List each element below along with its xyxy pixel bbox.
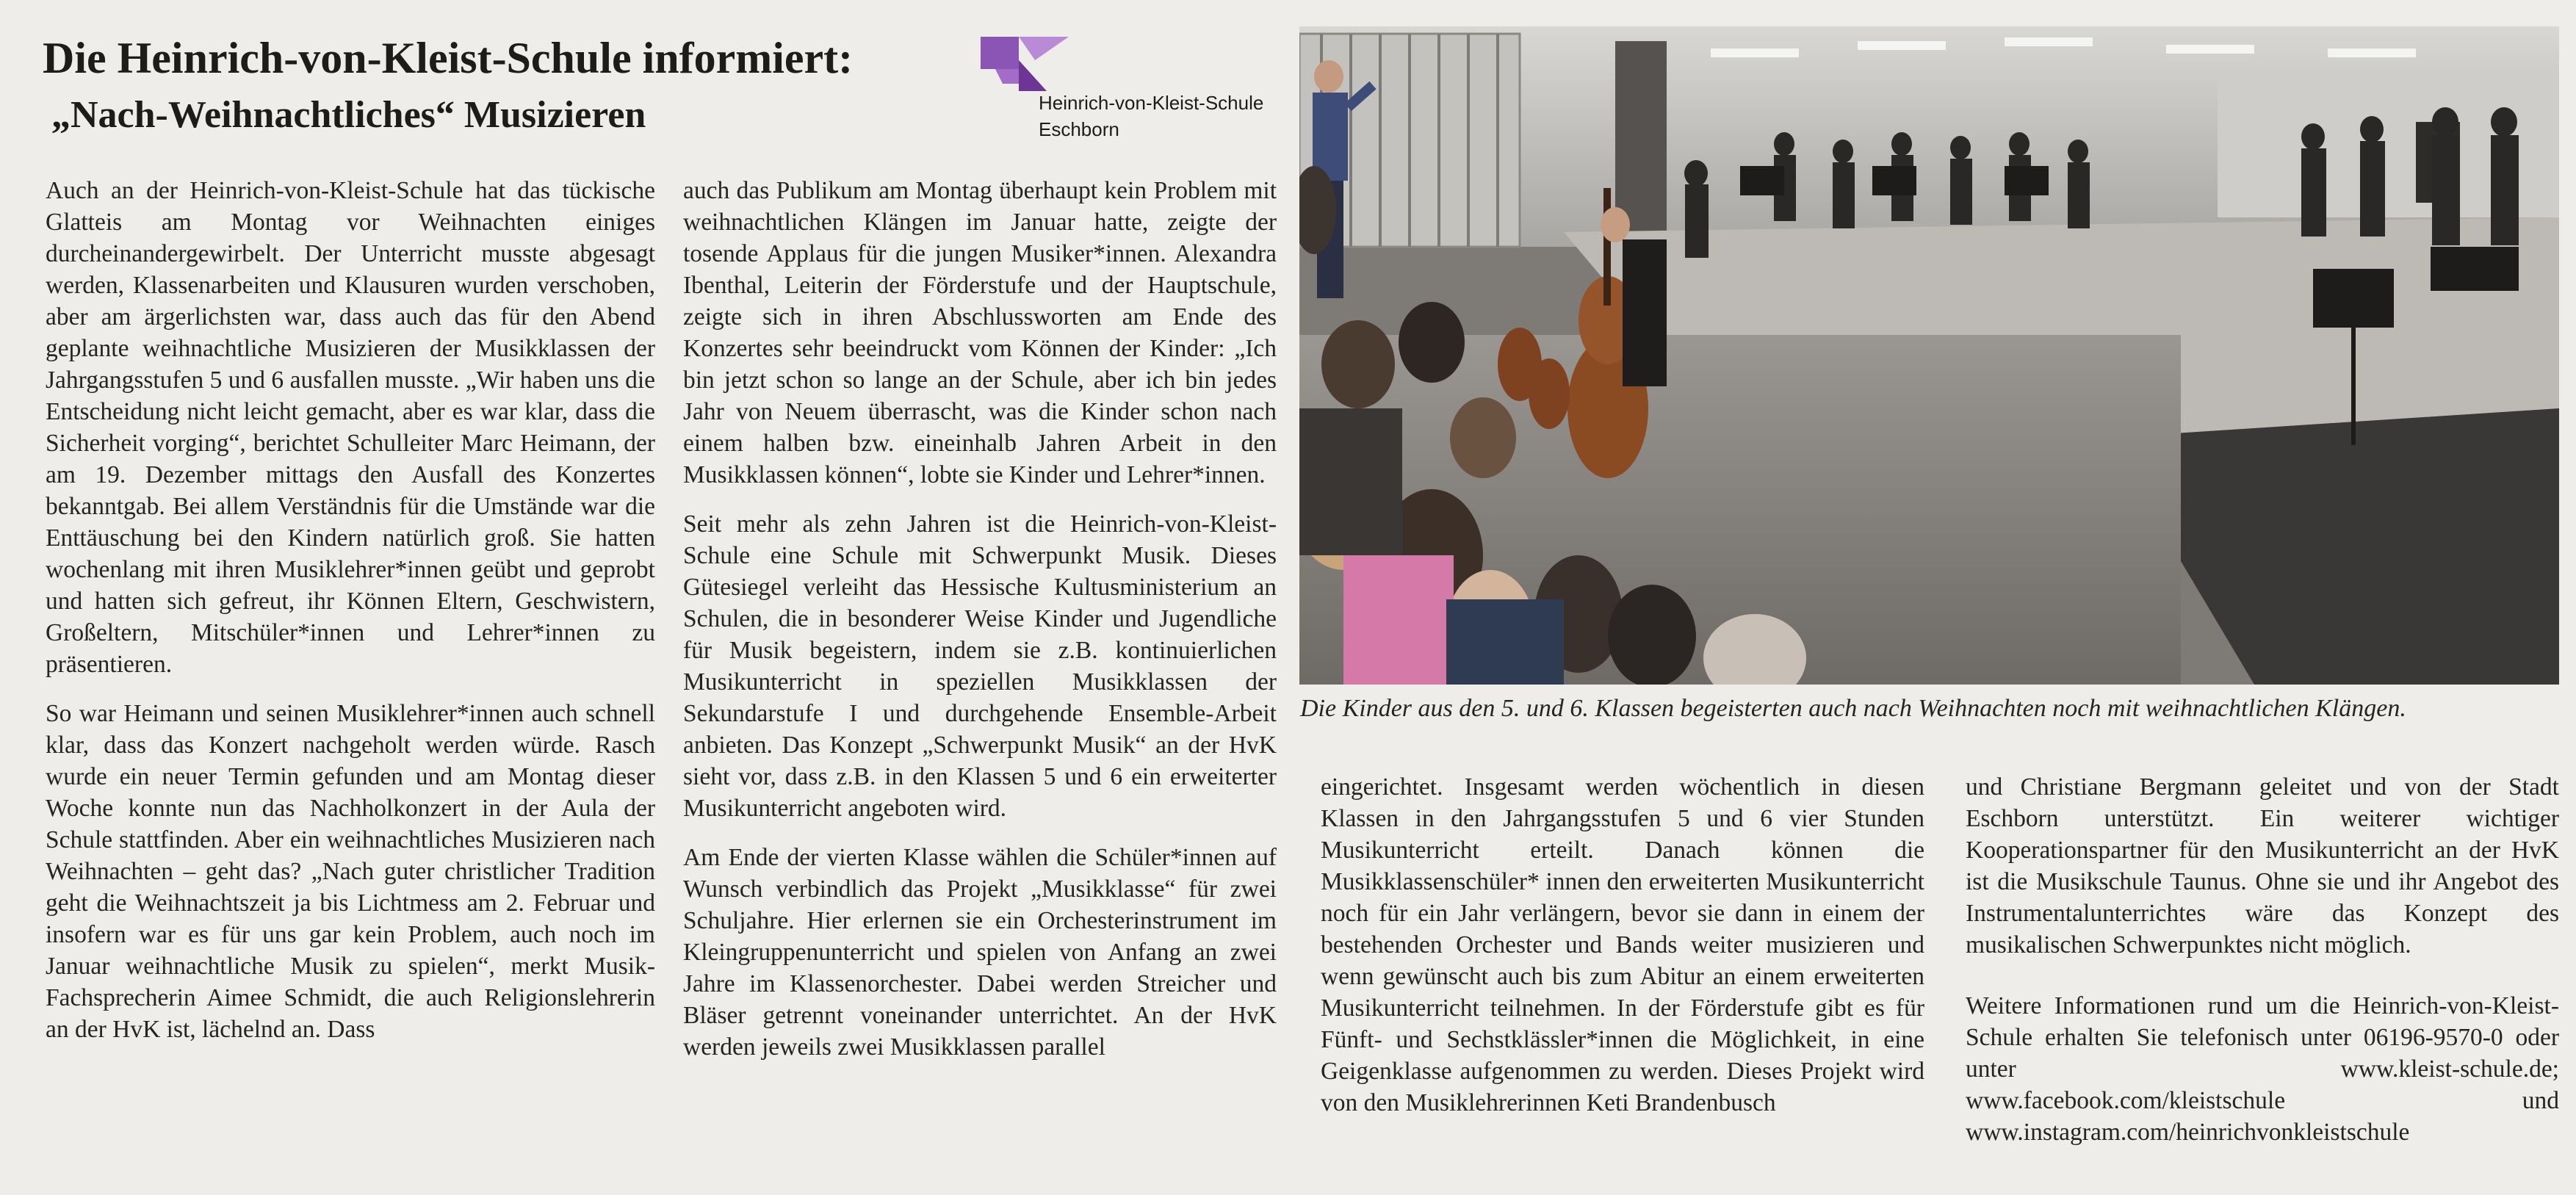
concert-photo: [1299, 26, 2559, 685]
paragraph: Auch an der Heinrich-von-Kleist-Schule hat das tückische Glatteis am Montag vor Weihnachten einiges durcheinandergewirbelt. Der Unterricht musste abgesagt werden, Klassenarbeiten und Klausuren wurden verschoben, aber am ärgerlichsten war, dass auch das für den Abend geplante weihnachtliche Musizieren der Musikklassen der Jahrgangsstufen 5 und 6 ausfallen musste. „Wir haben uns die Entscheidung nicht leicht gemacht, aber es war klar, dass die Sicherheit vorging“, berichtet Schulleiter Marc Heimann, der am 19. Dezember mittags den Ausfall des Konzertes bekanntgab. Bei allem Verständnis für die Umstände war die Enttäuschung bei den Kindern natürlich groß. Sie hatten wochenlang mit ihren Musiklehrer*innen geübt und geprobt und hatten sich gefreut, ihr Können Eltern, Geschwistern, Großeltern, Mitschüler*innen und Lehrer*innen zu präsentieren.: [46, 177, 655, 678]
school-logo-icon: [981, 32, 1069, 93]
school-city: Eschborn: [1039, 118, 1119, 140]
subheadline: „Nach-Weihnachtliches“ Musizieren: [51, 94, 646, 136]
paragraph: Seit mehr als zehn Jahren ist die Heinrich-von-Kleist-Schule eine Schule mit Schwerpunkt Musik. Dieses Gütesiegel verleiht das Hessische Kultusministerium an Schulen, die in besonderer Weise Kinder und Jugendliche für Musik begeistern, indem sie z.B. kontinuierlichen Musikunterricht in speziellen Musikklassen der Sekundarstufe I und durchgehende Ensemble-Arbeit anbieten. Das Konzept „Schwerpunkt Musik“ an der HvK sieht vor, dass z.B. in den Klassen 5 und 6 ein erweiterter Musikunterricht angeboten wird.: [683, 510, 1277, 822]
concert-photo-illustration: [1299, 26, 2559, 685]
school-logo-text: [1039, 90, 1263, 142]
paragraph: Am Ende der vierten Klasse wählen die Schüler*innen auf Wunsch verbindlich das Projekt „Musikklasse“ für zwei Schuljahre. Hier erlernen sie ein Orchesterinstrument im Kleingruppenunterricht und spielen von Anfang an zwei Jahre im Klassenorchester. Dabei werden Streicher und Bläser getrennt voneinander unterrichtet. An der HvK werden jeweils zwei Musikklassen parallel: [683, 844, 1277, 1061]
article-column-1: [46, 175, 655, 1063]
photo-caption: Die Kinder aus den 5. und 6. Klassen begeisterten auch nach Weihnachten noch mit weihnachtlichen Klängen.: [1300, 695, 2406, 722]
paragraph: Weitere Informationen rund um die Heinrich-von-Kleist-Schule erhalten Sie telefonisch unter 06196-9570-0 oder unter www.kleist-schule.de; www.facebook.com/kleistschule und www.instagram.com/heinrichvonkleistschule: [1966, 992, 2559, 1146]
paragraph: So war Heimann und seinen Musiklehrer*innen auch schnell klar, dass das Konzert nachgeholt werden würde. Rasch wurde ein neuer Termin gefunden und am Montag dieser Woche konnte nun das Nachholkonzert in der Aula der Schule stattfinden. Aber ein weihnachtliches Musizieren nach Weihnachten – geht das? „Nach guter christlicher Tradition geht die Weihnachtszeit ja bis Lichtmess am 2. Februar und insofern war es für uns gar kein Problem, auch noch im Januar weihnachtliche Musik zu spielen“, merkt Musik-Fachsprecherin Aimee Schmidt, die auch Religionslehrerin an der HvK ist, lächelnd an. Dass: [46, 700, 655, 1043]
article-column-3: [1321, 771, 1924, 1136]
paragraph: und Christiane Bergmann geleitet und von der Stadt Eschborn unterstützt. Ein weiterer wichtiger Kooperationspartner für den Musikunterricht an der HvK ist die Musikschule Taunus. Ohne sie und ihr Angebot des Instrumentalunterrichtes wäre das Konzept des musikalischen Schwerpunktes nicht möglich.: [1966, 773, 2559, 958]
article-column-2: [683, 175, 1277, 1080]
school-name: Heinrich-von-Kleist-Schule: [1039, 92, 1264, 114]
paragraph: auch das Publikum am Montag überhaupt kein Problem mit weihnachtlichen Klängen im Januar hatte, zeigte der tosende Applaus für die jungen Musiker*innen. Alexandra Ibenthal, Leiterin der Förderstufe und der Hauptschule, zeigte sich in ihren Abschlussworten am Ende des Konzertes sehr beeindruckt vom Können der Kinder: „Ich bin jetzt schon so lange an der Schule, aber ich bin jedes Jahr von Neuem überrascht, was die Kinder schon nach einem halben bzw. eineinhalb Jahren Arbeit in den Musikklassen können“, lobte sie Kinder und Lehrer*innen.: [683, 177, 1277, 488]
article-column-4: [1966, 771, 2559, 1177]
headline: Die Heinrich-von-Kleist-Schule informiert:: [43, 34, 854, 82]
paragraph: eingerichtet. Insgesamt werden wöchentlich in diesen Klassen in den Jahrgangsstufen 5 und 6 vier Stunden Musikunterricht erteilt. Danach können die Musikklassenschüler* innen den erweiterten Musikunterricht noch für ein Jahr verlängern, bevor sie dann in einem der bestehenden Orchester und Bands weiter musizieren und wenn gewünscht auch bis zum Abitur an einem erweiterten Musikunterricht teilnehmen. In der Förderstufe gibt es für Fünft- und Sechstklässler*innen die Möglichkeit, in eine Geigenklasse aufgenommen zu werden. Dieses Projekt wird von den Musiklehrerinnen Keti Brandenbusch: [1321, 773, 1924, 1116]
